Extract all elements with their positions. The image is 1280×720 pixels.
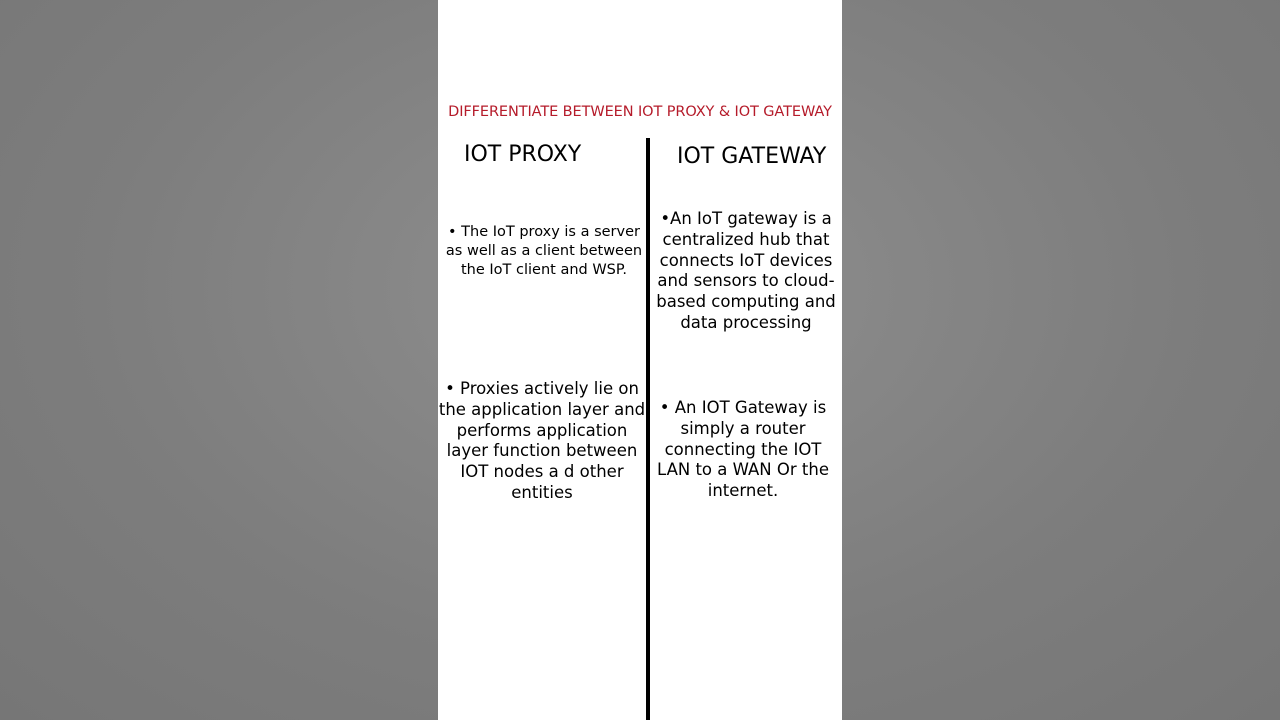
iot-gateway-heading: IOT GATEWAY xyxy=(677,144,827,169)
iot-proxy-heading: IOT PROXY xyxy=(464,142,582,167)
proxy-point-1: • The IoT proxy is a server as well as a client between the IoT client and WSP. xyxy=(445,224,643,278)
page-title: DIFFERENTIATE BETWEEN IOT PROXY & IOT GATEWAY xyxy=(448,104,832,120)
gateway-point-1: •An IoT gateway is a centralized hub that connects IoT devices and sensors to cloud-based computing and data processing xyxy=(656,209,836,332)
comparison-page xyxy=(438,0,842,720)
gateway-point-2: • An IOT Gateway is simply a router connecting the IOT LAN to a WAN Or the internet. xyxy=(657,398,829,501)
proxy-point-2: • Proxies actively lie on the application layer and performs application layer function between IOT nodes a d other entities xyxy=(438,379,646,502)
